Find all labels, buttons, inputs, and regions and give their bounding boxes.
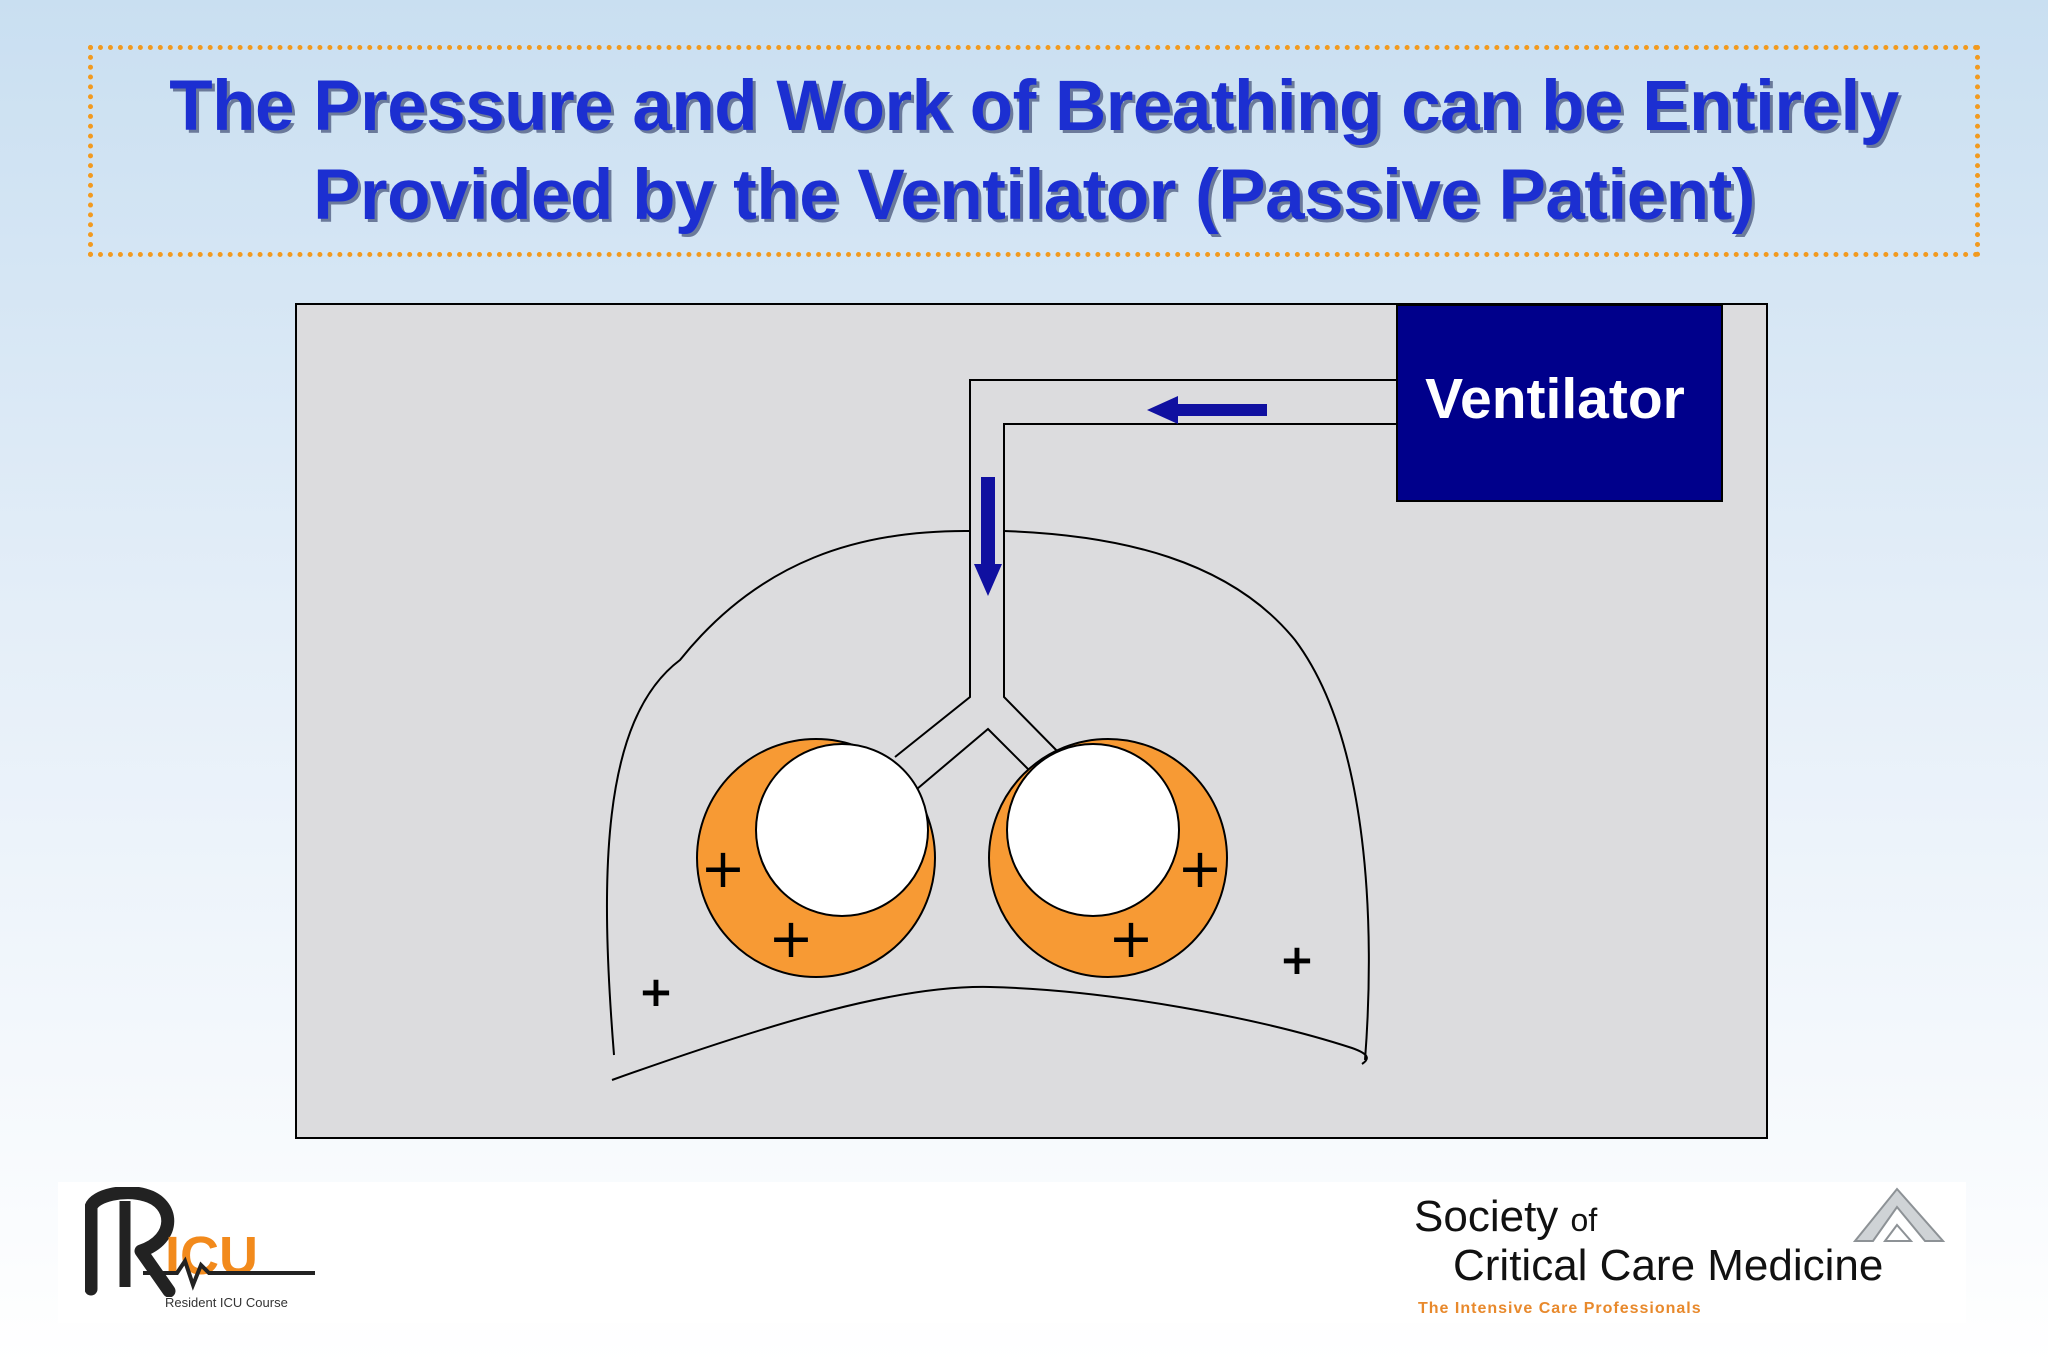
slide-title-line-1: The Pressure and Work of Breathing can be Entirely bbox=[169, 67, 1899, 146]
sccm-name-line-2: Critical Care Medicine bbox=[1453, 1241, 1884, 1290]
sccm-tagline: The Intensive Care Professionals bbox=[1418, 1300, 1702, 1317]
sccm-of: of bbox=[1570, 1202, 1598, 1238]
pressure-plus-mark: + bbox=[638, 967, 674, 1016]
pressure-plus-mark: + bbox=[1177, 837, 1223, 900]
ricu-logo bbox=[85, 1187, 325, 1297]
slide-title-line-2: Provided by the Ventilator (Passive Patient) bbox=[313, 156, 1755, 235]
sccm-pyramid-icon bbox=[1845, 1185, 1955, 1245]
sccm-name-line-1 bbox=[1414, 1192, 1597, 1242]
sccm-society: Society bbox=[1414, 1192, 1559, 1241]
pressure-plus-mark: + bbox=[1279, 935, 1315, 984]
pressure-plus-mark: + bbox=[700, 837, 746, 900]
ricu-tagline: Resident ICU Course bbox=[165, 1295, 288, 1310]
ventilator-label: Ventilator bbox=[1425, 367, 1685, 431]
svg-text:ICU: ICU bbox=[165, 1226, 258, 1286]
pressure-plus-mark: + bbox=[1108, 907, 1154, 970]
pressure-plus-mark: + bbox=[768, 907, 814, 970]
sccm-logo bbox=[1410, 1185, 1960, 1325]
